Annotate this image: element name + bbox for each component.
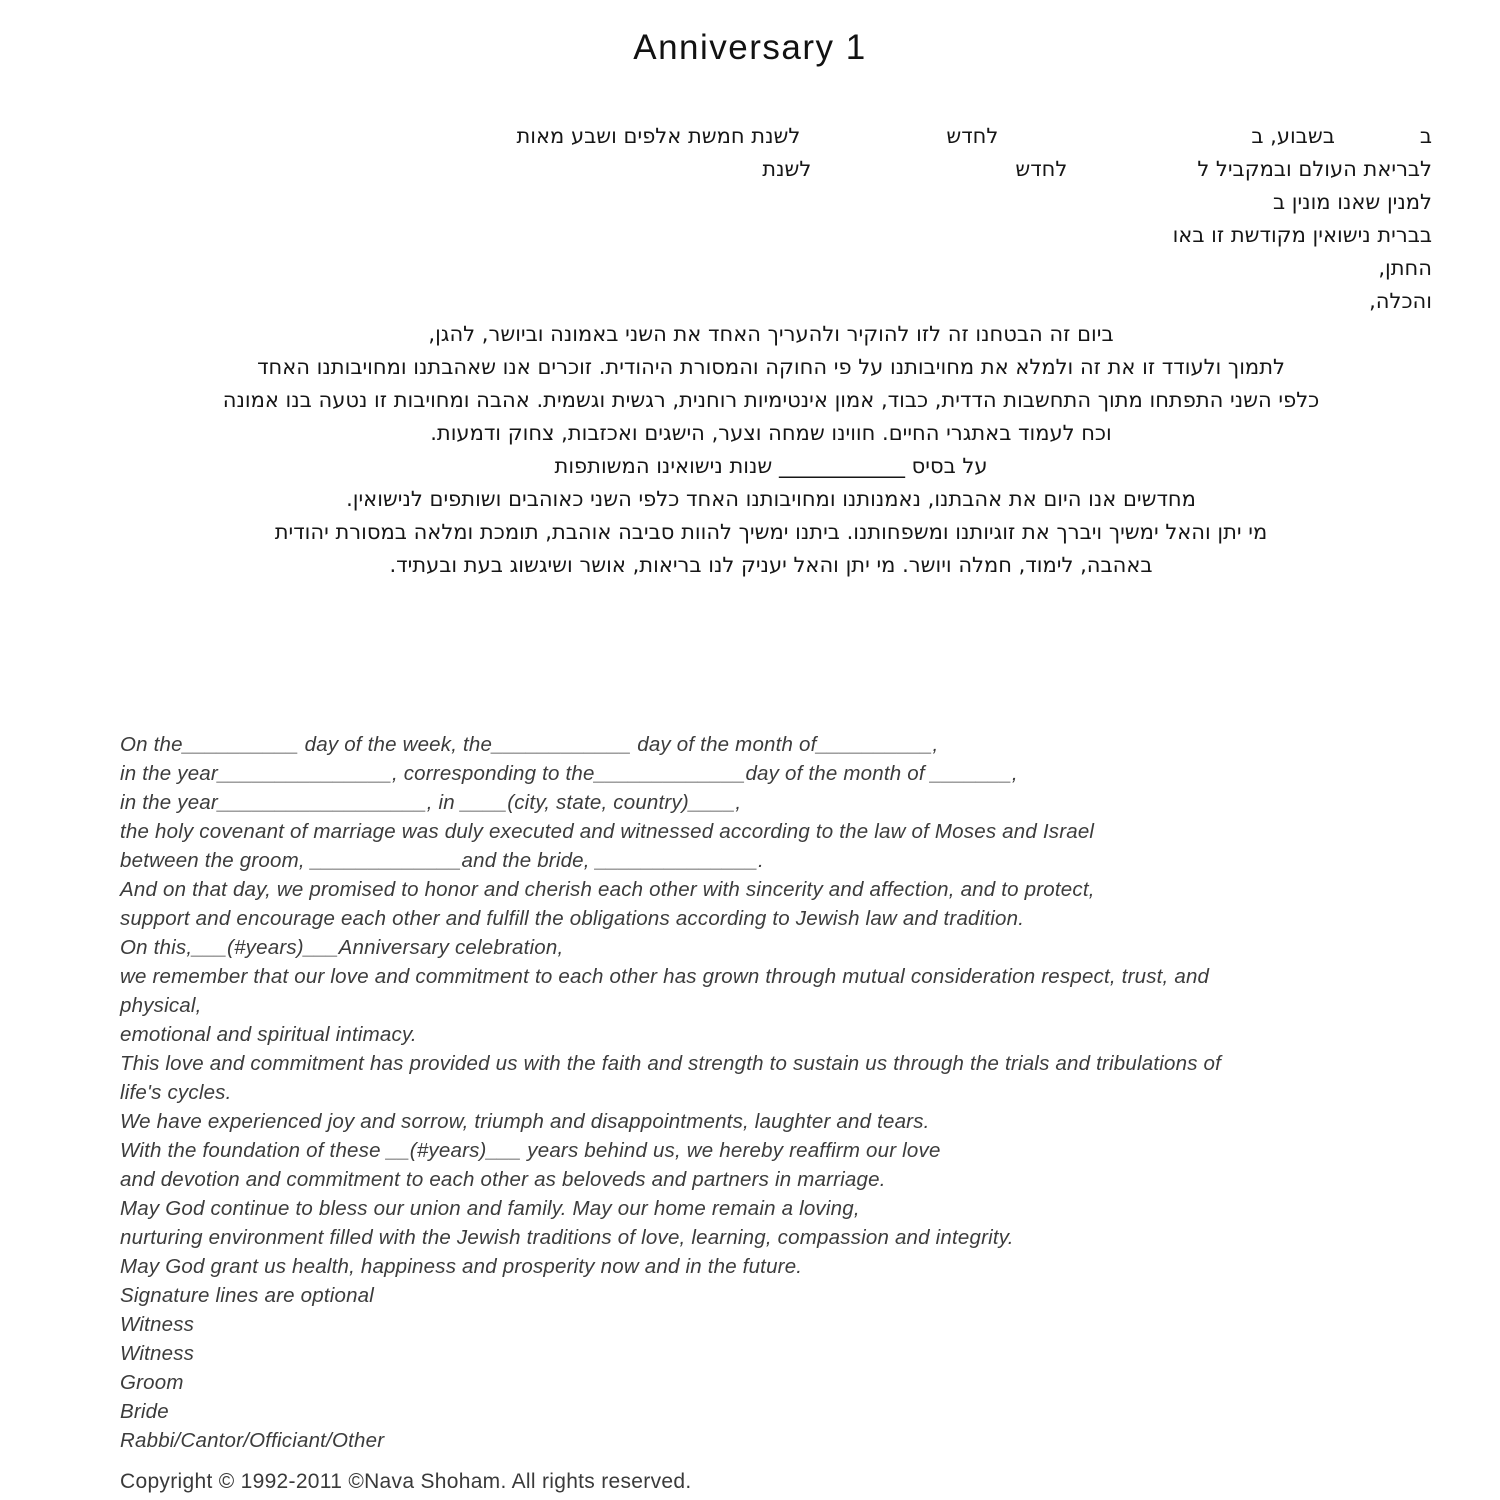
fill-in-blank <box>811 174 1015 176</box>
english-line: the holy covenant of marriage was duly executed and witnessed according to the law of Moses and Israel <box>120 820 1095 843</box>
english-line: life's cycles. <box>120 1081 232 1104</box>
english-line: We have experienced joy and sorrow, triumph and disappointments, laughter and tears. <box>120 1110 930 1133</box>
hebrew-paragraph-line: כלפי השני התפתחו מתוך התחשבות הדדית, כבוד, אמון אינטימיות רוחנית, רגשית וגשמית. אהבה ומחויבות זו נטעה בנו אמונה <box>222 388 1320 412</box>
hebrew-year-text: לשנת חמשת אלפים ושבע מאות <box>516 124 801 148</box>
hebrew-paragraph-line: מחדשים אנו היום את אהבתנו, נאמנותנו ומחויבותנו האחד כלפי השני כאוהבים ושותפים לנישואין. <box>346 487 1196 511</box>
english-line: This love and commitment has provided us with the faith and strength to sustain us through the trials and tribulations of <box>120 1052 1222 1075</box>
english-line: and devotion and commitment to each other as beloveds and partners in marriage. <box>120 1168 886 1191</box>
fill-in-blank <box>1067 174 1197 176</box>
hebrew-line: בברית נישואין מקודשת זו באו <box>1172 223 1432 247</box>
english-line: in the year__________________, in ____(city, state, country)____, <box>120 791 742 814</box>
english-line: On the__________ day of the week, the____________ day of the month of__________, <box>120 733 939 756</box>
page-title: Anniversary 1 <box>633 28 867 67</box>
hebrew-paragraph-line: מי יתן והאל ימשיך ויברך את זוגיותנו ומשפחותנו. ביתנו ימשיך להוות סביבה אוהבת, תומכת ומלאה במסורת יהודית <box>274 520 1268 544</box>
copyright-line: Copyright © 1992-2011 ©Nava Shoham. All rights reserved. <box>120 1470 692 1493</box>
hebrew-paragraph-line: על בסיס ____________ שנות נישואינו המשותפות <box>554 454 988 478</box>
english-line: in the year_______________, corresponding to the_____________day of the month of _______, <box>120 762 1018 785</box>
hebrew-day-prefix: ב <box>1419 124 1432 148</box>
hebrew-creation-text: לבריאת העולם ובמקביל ל <box>1197 157 1432 181</box>
hebrew-paragraph-line: באהבה, לימוד, חמלה ויושר. מי יתן והאל יעניק לנו בריאות, אושר ושיגשוג בעת ובעתיד. <box>389 553 1153 577</box>
english-line: support and encourage each other and fulfill the obligations according to Jewish law and tradition. <box>120 907 1025 930</box>
hebrew-line: החתן, <box>1378 256 1432 280</box>
hebrew-right-lines <box>110 186 1432 318</box>
fill-in-blank <box>998 141 1251 143</box>
english-line: we remember that our love and commitment to each other has grown through mutual consideration respect, trust, and <box>120 965 1210 988</box>
english-line: With the foundation of these __(#years)___ years behind us, we hereby reaffirm our love <box>120 1139 941 1162</box>
english-line: Rabbi/Cantor/Officiant/Other <box>120 1429 385 1452</box>
english-line: And on that day, we promised to honor and cherish each other with sincerity and affection, and to protect, <box>120 878 1095 901</box>
english-line: emotional and spiritual intimacy. <box>120 1023 417 1046</box>
fill-in-blank <box>1335 141 1420 143</box>
hebrew-line: למנין שאנו מונין ב <box>1272 190 1432 214</box>
english-line: May God grant us health, happiness and prosperity now and in the future. <box>120 1255 803 1278</box>
english-line: Witness <box>120 1342 195 1365</box>
hebrew-year-label: לשנת <box>762 157 812 181</box>
hebrew-paragraph-line: לתמוך ולעודד זו את זה ולמלא את מחויבותנו על פי החוקה והמסורת היהודית. זוכרים אנו שאהבתנו ומחויבותנו האחד <box>257 355 1285 379</box>
english-line: May God continue to bless our union and family. May our home remain a loving, <box>120 1197 860 1220</box>
english-line: physical, <box>120 994 202 1017</box>
english-line: Bride <box>120 1400 169 1423</box>
hebrew-paragraph <box>110 318 1432 582</box>
english-line: Groom <box>120 1371 184 1394</box>
english-line: Witness <box>120 1313 195 1336</box>
hebrew-paragraph-line: ביום זה הבטחנו זה לזו להוקיר ולהעריך האחד את השני באמונה וביושר, להגן, <box>428 322 1114 346</box>
hebrew-line: והכלה, <box>1369 289 1432 313</box>
hebrew-paragraph-line: וכח לעמוד באתגרי החיים. חווינו שמחה וצער, הישגים ואכזבות, צחוק ודמעות. <box>430 421 1112 445</box>
english-line: nurturing environment filled with the Jewish traditions of love, learning, compassion and integrity. <box>120 1226 1014 1249</box>
fill-in-blank <box>800 141 946 143</box>
hebrew-line-creation-secular <box>110 153 1432 186</box>
english-line: On this,___(#years)___Anniversary celebration, <box>120 936 564 959</box>
english-section <box>120 730 1500 1455</box>
hebrew-week-text: בשבוע, ב <box>1251 124 1335 148</box>
hebrew-month-label: לחדש <box>946 124 999 148</box>
hebrew-section <box>110 120 1432 582</box>
english-line: Signature lines are optional <box>120 1284 375 1307</box>
english-line: between the groom, _____________and the bride, ______________. <box>120 849 764 872</box>
hebrew-line-day-month-year <box>110 120 1432 153</box>
hebrew-month-label: לחדש <box>1015 157 1068 181</box>
